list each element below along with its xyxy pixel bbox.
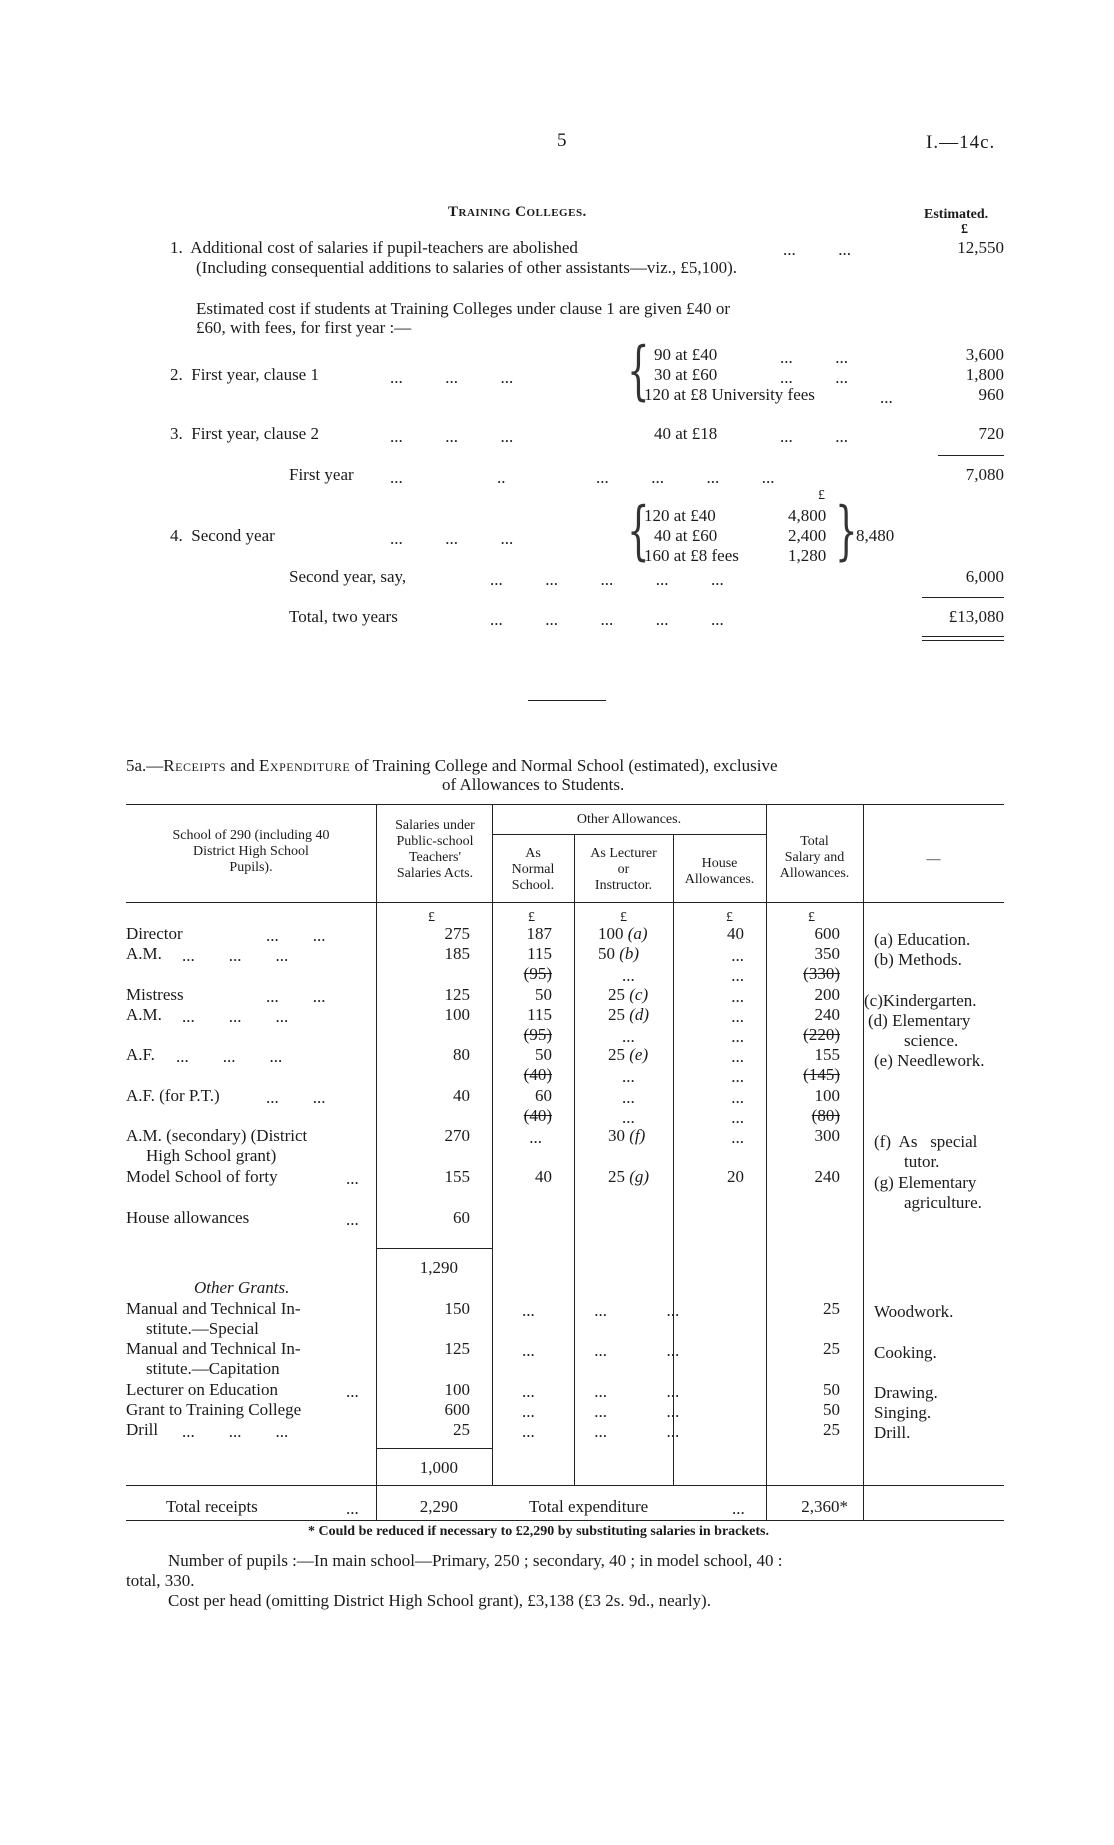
row-af1b-house-dots: ... bbox=[731, 1067, 744, 1086]
row-af2b-lect-dots: ... bbox=[622, 1108, 635, 1127]
row-am1-normal-bracket: (95) bbox=[523, 964, 552, 983]
row-lecturer-ed-dots-label: ... bbox=[346, 1382, 359, 1401]
total-expenditure-dots: ... bbox=[732, 1499, 745, 1518]
first-year-dots3: ... ... ... ... bbox=[596, 468, 775, 487]
row-lecturer-ed-dots: ... ... ... bbox=[522, 1382, 680, 1401]
header-salaries-l1: Salaries under bbox=[395, 818, 475, 833]
total-col-rule-2 bbox=[766, 1486, 767, 1520]
row-am1-dots: ... ... ... bbox=[182, 946, 289, 965]
estimate-line1: Estimated cost if students at Training Colleges under clause 1 are given £40 or bbox=[196, 299, 730, 318]
first-year-dots1: ... bbox=[390, 468, 403, 487]
row-am2b-house-dots: ... bbox=[731, 1027, 744, 1046]
section-divider bbox=[528, 700, 606, 701]
row-am2-normal-bracket: (95) bbox=[523, 1025, 552, 1044]
row-director-sal: 275 bbox=[444, 924, 470, 943]
header-total bbox=[766, 834, 863, 882]
header-salaries bbox=[378, 818, 492, 882]
header-house bbox=[673, 856, 766, 888]
table-final-rule bbox=[126, 1520, 1004, 1521]
training-title: Training Colleges. bbox=[448, 204, 587, 220]
row-mistress-lect bbox=[608, 985, 648, 1005]
row-af2-house: ... bbox=[731, 1088, 744, 1107]
row-af1-total: 155 bbox=[814, 1045, 840, 1064]
row-am2-label: A.M. bbox=[126, 1005, 162, 1024]
row-am2-lect-note: (d) bbox=[629, 1005, 650, 1024]
remark-c: (c)Kindergarten. bbox=[864, 991, 977, 1010]
item4-row1-text: 120 at £40 bbox=[644, 506, 716, 525]
row-am2-lect bbox=[608, 1005, 649, 1025]
estimated-pound: £ bbox=[961, 222, 968, 237]
item2-row3-dots: ... bbox=[880, 388, 893, 407]
header-normal-l2: Normal bbox=[511, 862, 555, 877]
row-model-dots: ... bbox=[346, 1169, 359, 1188]
row-director-lect-value: 100 bbox=[598, 924, 624, 943]
item1-value: 12,550 bbox=[957, 238, 1004, 257]
total-receipts-label: Total receipts bbox=[166, 1497, 258, 1516]
row-mistress-lect-note: (c) bbox=[629, 985, 649, 1004]
row-model-label: Model School of forty bbox=[126, 1167, 278, 1186]
total-double-rule-1 bbox=[922, 636, 1004, 637]
row-am2-dots: ... ... ... bbox=[182, 1007, 289, 1026]
remark-drawing: Drawing. bbox=[874, 1383, 938, 1402]
remark-f2: tutor. bbox=[904, 1152, 940, 1171]
row-drill-dots-label: ... ... ... bbox=[182, 1422, 289, 1441]
page-number: 5 bbox=[557, 130, 567, 151]
row-am1b-house-dots: ... bbox=[731, 966, 744, 985]
row-am1-label: A.M. bbox=[126, 944, 162, 963]
row-am-sec-total: 300 bbox=[814, 1126, 840, 1145]
row-director-house: 40 bbox=[727, 924, 744, 943]
row-manual-cap-sal: 125 bbox=[444, 1339, 470, 1358]
item2-row2-text: 30 at £60 bbox=[654, 365, 718, 384]
row-model-lect-value: 25 bbox=[608, 1167, 625, 1186]
remark-d2: science. bbox=[904, 1031, 959, 1050]
footnote: * Could be reduced if necessary to £2,290 by substituting salaries in brackets. bbox=[308, 1524, 769, 1539]
row-manual-cap-label1: Manual and Technical In- bbox=[126, 1339, 301, 1358]
header-school bbox=[130, 828, 372, 876]
row-am-sec-lect-note: (f) bbox=[629, 1126, 646, 1145]
row-af2-normal-bracket: (40) bbox=[523, 1106, 552, 1125]
row-am2-total-bracket: (220) bbox=[803, 1025, 840, 1044]
col-rule-2 bbox=[492, 804, 493, 1486]
item4-row2-amount: 2,400 bbox=[788, 526, 827, 545]
table-header-rule bbox=[126, 902, 1004, 903]
item4-label: 4. Second year bbox=[170, 526, 275, 545]
row-am-sec-house: ... bbox=[731, 1128, 744, 1147]
row-am-sec-lect bbox=[608, 1126, 645, 1146]
item2-row1-text: 90 at £40 bbox=[654, 345, 718, 364]
second-year-dots: ... ... ... ... ... bbox=[490, 570, 724, 589]
row-model-normal: 40 bbox=[535, 1167, 552, 1186]
row-director-total: 600 bbox=[814, 924, 840, 943]
header-total-l3: Allowances. bbox=[779, 866, 850, 881]
row-am2-total: 240 bbox=[814, 1005, 840, 1024]
row-grant-tc-label: Grant to Training College bbox=[126, 1400, 302, 1419]
subtotal-2: 1,000 bbox=[419, 1458, 458, 1477]
pound-total: £ bbox=[808, 910, 815, 925]
row-am1-total: 350 bbox=[814, 944, 840, 963]
row-director-dots: ... ... bbox=[266, 926, 326, 945]
row-af1b-lect-dots: ... bbox=[622, 1067, 635, 1086]
header-normal-l3: School. bbox=[511, 878, 555, 893]
item2-row3-text: 120 at £8 University fees bbox=[644, 385, 815, 404]
remark-g2: agriculture. bbox=[904, 1193, 982, 1212]
item2-row2-value: 1,800 bbox=[965, 365, 1004, 384]
row-af1-house: ... bbox=[731, 1047, 744, 1066]
header-salaries-l4: Salaries Acts. bbox=[396, 866, 474, 881]
pupils-line1: Number of pupils :—In main school—Primary, 250 ; secondary, 40 ; in model school, 40 : bbox=[168, 1551, 783, 1570]
remark-f1: (f) As special bbox=[874, 1132, 978, 1151]
header-other-allowances: Other Allowances. bbox=[576, 812, 682, 827]
total-expenditure-label: Total expenditure bbox=[529, 1497, 649, 1516]
row-am-sec-label1: A.M. (secondary) (District bbox=[126, 1126, 308, 1145]
first-year-value: 7,080 bbox=[965, 465, 1004, 484]
receipts-title-rest: of Training College and Normal School (estimated), exclusive bbox=[350, 756, 778, 775]
item3-dots2: ... ... bbox=[780, 427, 848, 446]
row-af1-total-bracket: (145) bbox=[803, 1065, 840, 1084]
row-drill-total: 25 bbox=[823, 1420, 840, 1439]
row-af2-total-bracket: (80) bbox=[811, 1106, 840, 1125]
item4-brace-right: } bbox=[835, 494, 858, 568]
row-am1-normal: 115 bbox=[527, 944, 552, 963]
row-af1-normal-bracket: (40) bbox=[523, 1065, 552, 1084]
row-director-label: Director bbox=[126, 924, 183, 943]
total-expenditure-value: 2,360* bbox=[801, 1497, 848, 1516]
row-am2-house: ... bbox=[731, 1007, 744, 1026]
row-am2b-lect-dots: ... bbox=[622, 1027, 635, 1046]
receipts-title bbox=[126, 756, 778, 776]
row-house-sal: 60 bbox=[453, 1208, 470, 1227]
header-salaries-l2: Public-school bbox=[396, 834, 474, 849]
row-am1-total-bracket: (330) bbox=[803, 964, 840, 983]
row-af1-lect-value: 25 bbox=[608, 1045, 625, 1064]
header-remarks: — bbox=[926, 852, 941, 867]
total-rule bbox=[922, 597, 1004, 598]
row-am1-lect bbox=[598, 944, 639, 964]
item4-row3-amount: 1,280 bbox=[788, 546, 827, 565]
row-grant-tc-dots: ... ... ... bbox=[522, 1402, 680, 1421]
col-rule-1 bbox=[376, 804, 377, 1486]
row-af1-lect bbox=[608, 1045, 648, 1065]
header-lecturer bbox=[574, 846, 673, 894]
remark-drill: Drill. bbox=[874, 1423, 911, 1442]
header-school-l2: District High School bbox=[193, 844, 309, 859]
remark-a: (a) Education. bbox=[874, 930, 971, 949]
remark-d1: (d) Elementary bbox=[868, 1011, 971, 1030]
row-am2-sal: 100 bbox=[444, 1005, 470, 1024]
first-year-label: First year bbox=[289, 465, 354, 484]
row-am1-lect-note: (b) bbox=[619, 944, 640, 963]
row-manual-cap-label2: stitute.—Capitation bbox=[146, 1359, 280, 1378]
row-af2-sal: 40 bbox=[453, 1086, 470, 1105]
row-model-lect-note: (g) bbox=[629, 1167, 650, 1186]
receipts-title-word2: Expenditure bbox=[259, 756, 351, 775]
header-normal bbox=[492, 846, 574, 894]
row-mistress-normal: 50 bbox=[535, 985, 552, 1004]
total-receipts-dots: ... bbox=[346, 1499, 359, 1518]
row-manual-cap-dots: ... ... ... bbox=[522, 1341, 680, 1360]
row-af1-lect-note: (e) bbox=[629, 1045, 649, 1064]
header-total-l2: Salary and bbox=[784, 850, 845, 865]
item2-row1-dots: ... ... bbox=[780, 348, 848, 367]
header-house-l2: Allowances. bbox=[684, 872, 755, 887]
header-salaries-l3: Teachers' bbox=[408, 850, 462, 865]
row-af1-sal: 80 bbox=[453, 1045, 470, 1064]
estimated-label: Estimated. bbox=[924, 207, 989, 222]
other-allowances-rule bbox=[492, 834, 766, 835]
subtotal-1: 1,290 bbox=[419, 1258, 458, 1277]
row-af2-normal: 60 bbox=[535, 1086, 552, 1105]
item4-dots: ... ... ... bbox=[390, 529, 514, 548]
item4-row2-text: 40 at £60 bbox=[654, 526, 718, 545]
row-house-dots: ... bbox=[346, 1210, 359, 1229]
row-house-label: House allowances bbox=[126, 1208, 250, 1227]
row-drill-dots: ... ... ... bbox=[522, 1422, 680, 1441]
item2-row2-dots: ... ... bbox=[780, 368, 848, 387]
pound-house: £ bbox=[726, 910, 733, 925]
row-am-sec-sal: 270 bbox=[444, 1126, 470, 1145]
row-af1-label: A.F. bbox=[126, 1045, 155, 1064]
header-lecturer-l3: Instructor. bbox=[594, 878, 653, 893]
item3-text: 40 at £18 bbox=[654, 424, 718, 443]
item2-dots: ... ... ... bbox=[390, 368, 514, 387]
row-manual-special-sal: 150 bbox=[444, 1299, 470, 1318]
item4-row3-text: 160 at £8 fees bbox=[644, 546, 739, 565]
row-mistress-dots: ... ... bbox=[266, 987, 326, 1006]
item4-subtotal: 8,480 bbox=[856, 526, 895, 545]
estimate-line2: £60, with fees, for first year :— bbox=[196, 318, 412, 337]
remark-woodwork: Woodwork. bbox=[874, 1302, 954, 1321]
row-manual-special-dots: ... ... ... bbox=[522, 1301, 680, 1320]
row-am-sec-lect-value: 30 bbox=[608, 1126, 625, 1145]
row-director-lect bbox=[598, 924, 648, 944]
row-grant-tc-sal: 600 bbox=[444, 1400, 470, 1419]
item4-pound: £ bbox=[818, 488, 825, 503]
page-reference: I.—14c. bbox=[926, 132, 996, 153]
row-am1-house: ... bbox=[731, 946, 744, 965]
row-grant-tc-total: 50 bbox=[823, 1400, 840, 1419]
row-am-sec-label2: High School grant) bbox=[146, 1146, 277, 1165]
remark-b: (b) Methods. bbox=[874, 950, 962, 969]
row-am1-lect-value: 50 bbox=[598, 944, 615, 963]
total-expenditure-rule bbox=[766, 1485, 864, 1486]
row-model-lect bbox=[608, 1167, 649, 1187]
item3-dots: ... ... ... bbox=[390, 427, 514, 446]
row-model-sal: 155 bbox=[444, 1167, 470, 1186]
item4-brace-left: { bbox=[627, 494, 650, 568]
table-top-rule bbox=[126, 804, 1004, 805]
item4-row1-amount: 4,800 bbox=[788, 506, 827, 525]
row-model-house: 20 bbox=[727, 1167, 744, 1186]
row-af2-total: 100 bbox=[814, 1086, 840, 1105]
item2-label: 2. First year, clause 1 bbox=[170, 365, 319, 384]
total-two-years-dots: ... ... ... ... ... bbox=[490, 610, 724, 629]
header-lecturer-l2: or bbox=[617, 862, 630, 877]
table-bottom-rule bbox=[126, 1485, 1004, 1486]
receipts-title-line2: of Allowances to Students. bbox=[442, 775, 625, 794]
subtotal1-rule bbox=[376, 1248, 492, 1249]
row-manual-special-label2: stitute.—Special bbox=[146, 1319, 259, 1338]
total-expenditure-rule-bottom bbox=[766, 1520, 864, 1521]
item3-label: 3. First year, clause 2 bbox=[170, 424, 319, 443]
row-lecturer-ed-sal: 100 bbox=[444, 1380, 470, 1399]
row-am1-sal: 185 bbox=[444, 944, 470, 963]
item1-text: 1. Additional cost of salaries if pupil-teachers are abolished bbox=[170, 238, 578, 257]
pound-normal: £ bbox=[528, 910, 535, 925]
total-double-rule-2 bbox=[922, 640, 1004, 641]
header-total-l1: Total bbox=[800, 834, 829, 849]
row-manual-special-total: 25 bbox=[823, 1299, 840, 1318]
other-grants-heading: Other Grants. bbox=[194, 1278, 290, 1297]
row-am2-normal: 115 bbox=[527, 1005, 552, 1024]
row-model-total: 240 bbox=[814, 1167, 840, 1186]
row-mistress-lect-value: 25 bbox=[608, 985, 625, 1004]
row-mistress-total: 200 bbox=[814, 985, 840, 1004]
receipts-title-prefix: 5a.— bbox=[126, 756, 164, 775]
total-col-rule-1 bbox=[376, 1486, 377, 1520]
first-year-dots2: .. bbox=[497, 468, 506, 487]
row-manual-special-label1: Manual and Technical In- bbox=[126, 1299, 301, 1318]
row-af2-lect: ... bbox=[622, 1088, 635, 1107]
row-mistress-house: ... bbox=[731, 987, 744, 1006]
first-year-rule bbox=[938, 455, 1004, 456]
header-house-l1: House bbox=[701, 856, 738, 871]
row-lecturer-ed-total: 50 bbox=[823, 1380, 840, 1399]
row-drill-label: Drill bbox=[126, 1420, 159, 1439]
pupils-line2: total, 330. bbox=[126, 1571, 195, 1590]
header-school-l1: School of 290 (including 40 bbox=[172, 828, 330, 843]
col-rule-5 bbox=[766, 804, 767, 1486]
second-year-label: Second year, say, bbox=[289, 567, 407, 586]
total-two-years-label: Total, two years bbox=[289, 607, 398, 626]
subtotal2-rule bbox=[376, 1448, 492, 1449]
receipts-title-word1: Receipts bbox=[163, 756, 226, 775]
header-school-l3: Pupils). bbox=[229, 860, 273, 875]
row-drill-sal: 25 bbox=[453, 1420, 470, 1439]
col-rule-6 bbox=[863, 804, 864, 1486]
row-am2-lect-value: 25 bbox=[608, 1005, 625, 1024]
pound-lect: £ bbox=[620, 910, 627, 925]
item2-row1-value: 3,600 bbox=[965, 345, 1004, 364]
row-mistress-sal: 125 bbox=[444, 985, 470, 1004]
row-director-normal: 187 bbox=[526, 924, 552, 943]
total-receipts-value: 2,290 bbox=[419, 1497, 458, 1516]
row-af1-normal: 50 bbox=[535, 1045, 552, 1064]
row-lecturer-ed-label: Lecturer on Education bbox=[126, 1380, 278, 1399]
remark-singing: Singing. bbox=[874, 1403, 932, 1422]
header-normal-l1: As bbox=[525, 846, 541, 861]
row-director-lect-note: (a) bbox=[627, 924, 648, 943]
row-af1-dots: ... ... ... bbox=[176, 1047, 283, 1066]
item1-note: (Including consequential additions to salaries of other assistants—viz., £5,100). bbox=[196, 258, 738, 277]
row-af2b-house-dots: ... bbox=[731, 1108, 744, 1127]
pound-sal: £ bbox=[428, 910, 435, 925]
header-lecturer-l1: As Lecturer bbox=[590, 846, 657, 861]
remark-e: (e) Needlework. bbox=[874, 1051, 985, 1070]
remark-cooking: Cooking. bbox=[874, 1343, 937, 1362]
item2-brace: { bbox=[627, 334, 650, 408]
row-mistress-label: Mistress bbox=[126, 985, 184, 1004]
row-manual-cap-total: 25 bbox=[823, 1339, 840, 1358]
row-am1b-lect-dots: ... bbox=[622, 966, 635, 985]
row-af2-dots: ... ... bbox=[266, 1088, 326, 1107]
cost-per-head: Cost per head (omitting District High School grant), £3,138 (£3 2s. 9d., nearly). bbox=[168, 1591, 711, 1610]
total-two-years-value: £13,080 bbox=[948, 607, 1004, 626]
total-col-rule-3 bbox=[863, 1486, 864, 1520]
remark-g1: (g) Elementary bbox=[874, 1173, 977, 1192]
receipts-title-and: and bbox=[225, 756, 260, 775]
row-am-sec-normal: ... bbox=[529, 1128, 542, 1147]
item2-row3-value: 960 bbox=[978, 385, 1004, 404]
item1-dots: ... ... bbox=[783, 240, 851, 259]
row-af2-label: A.F. (for P.T.) bbox=[126, 1086, 220, 1105]
second-year-value: 6,000 bbox=[965, 567, 1004, 586]
item3-value: 720 bbox=[978, 424, 1004, 443]
